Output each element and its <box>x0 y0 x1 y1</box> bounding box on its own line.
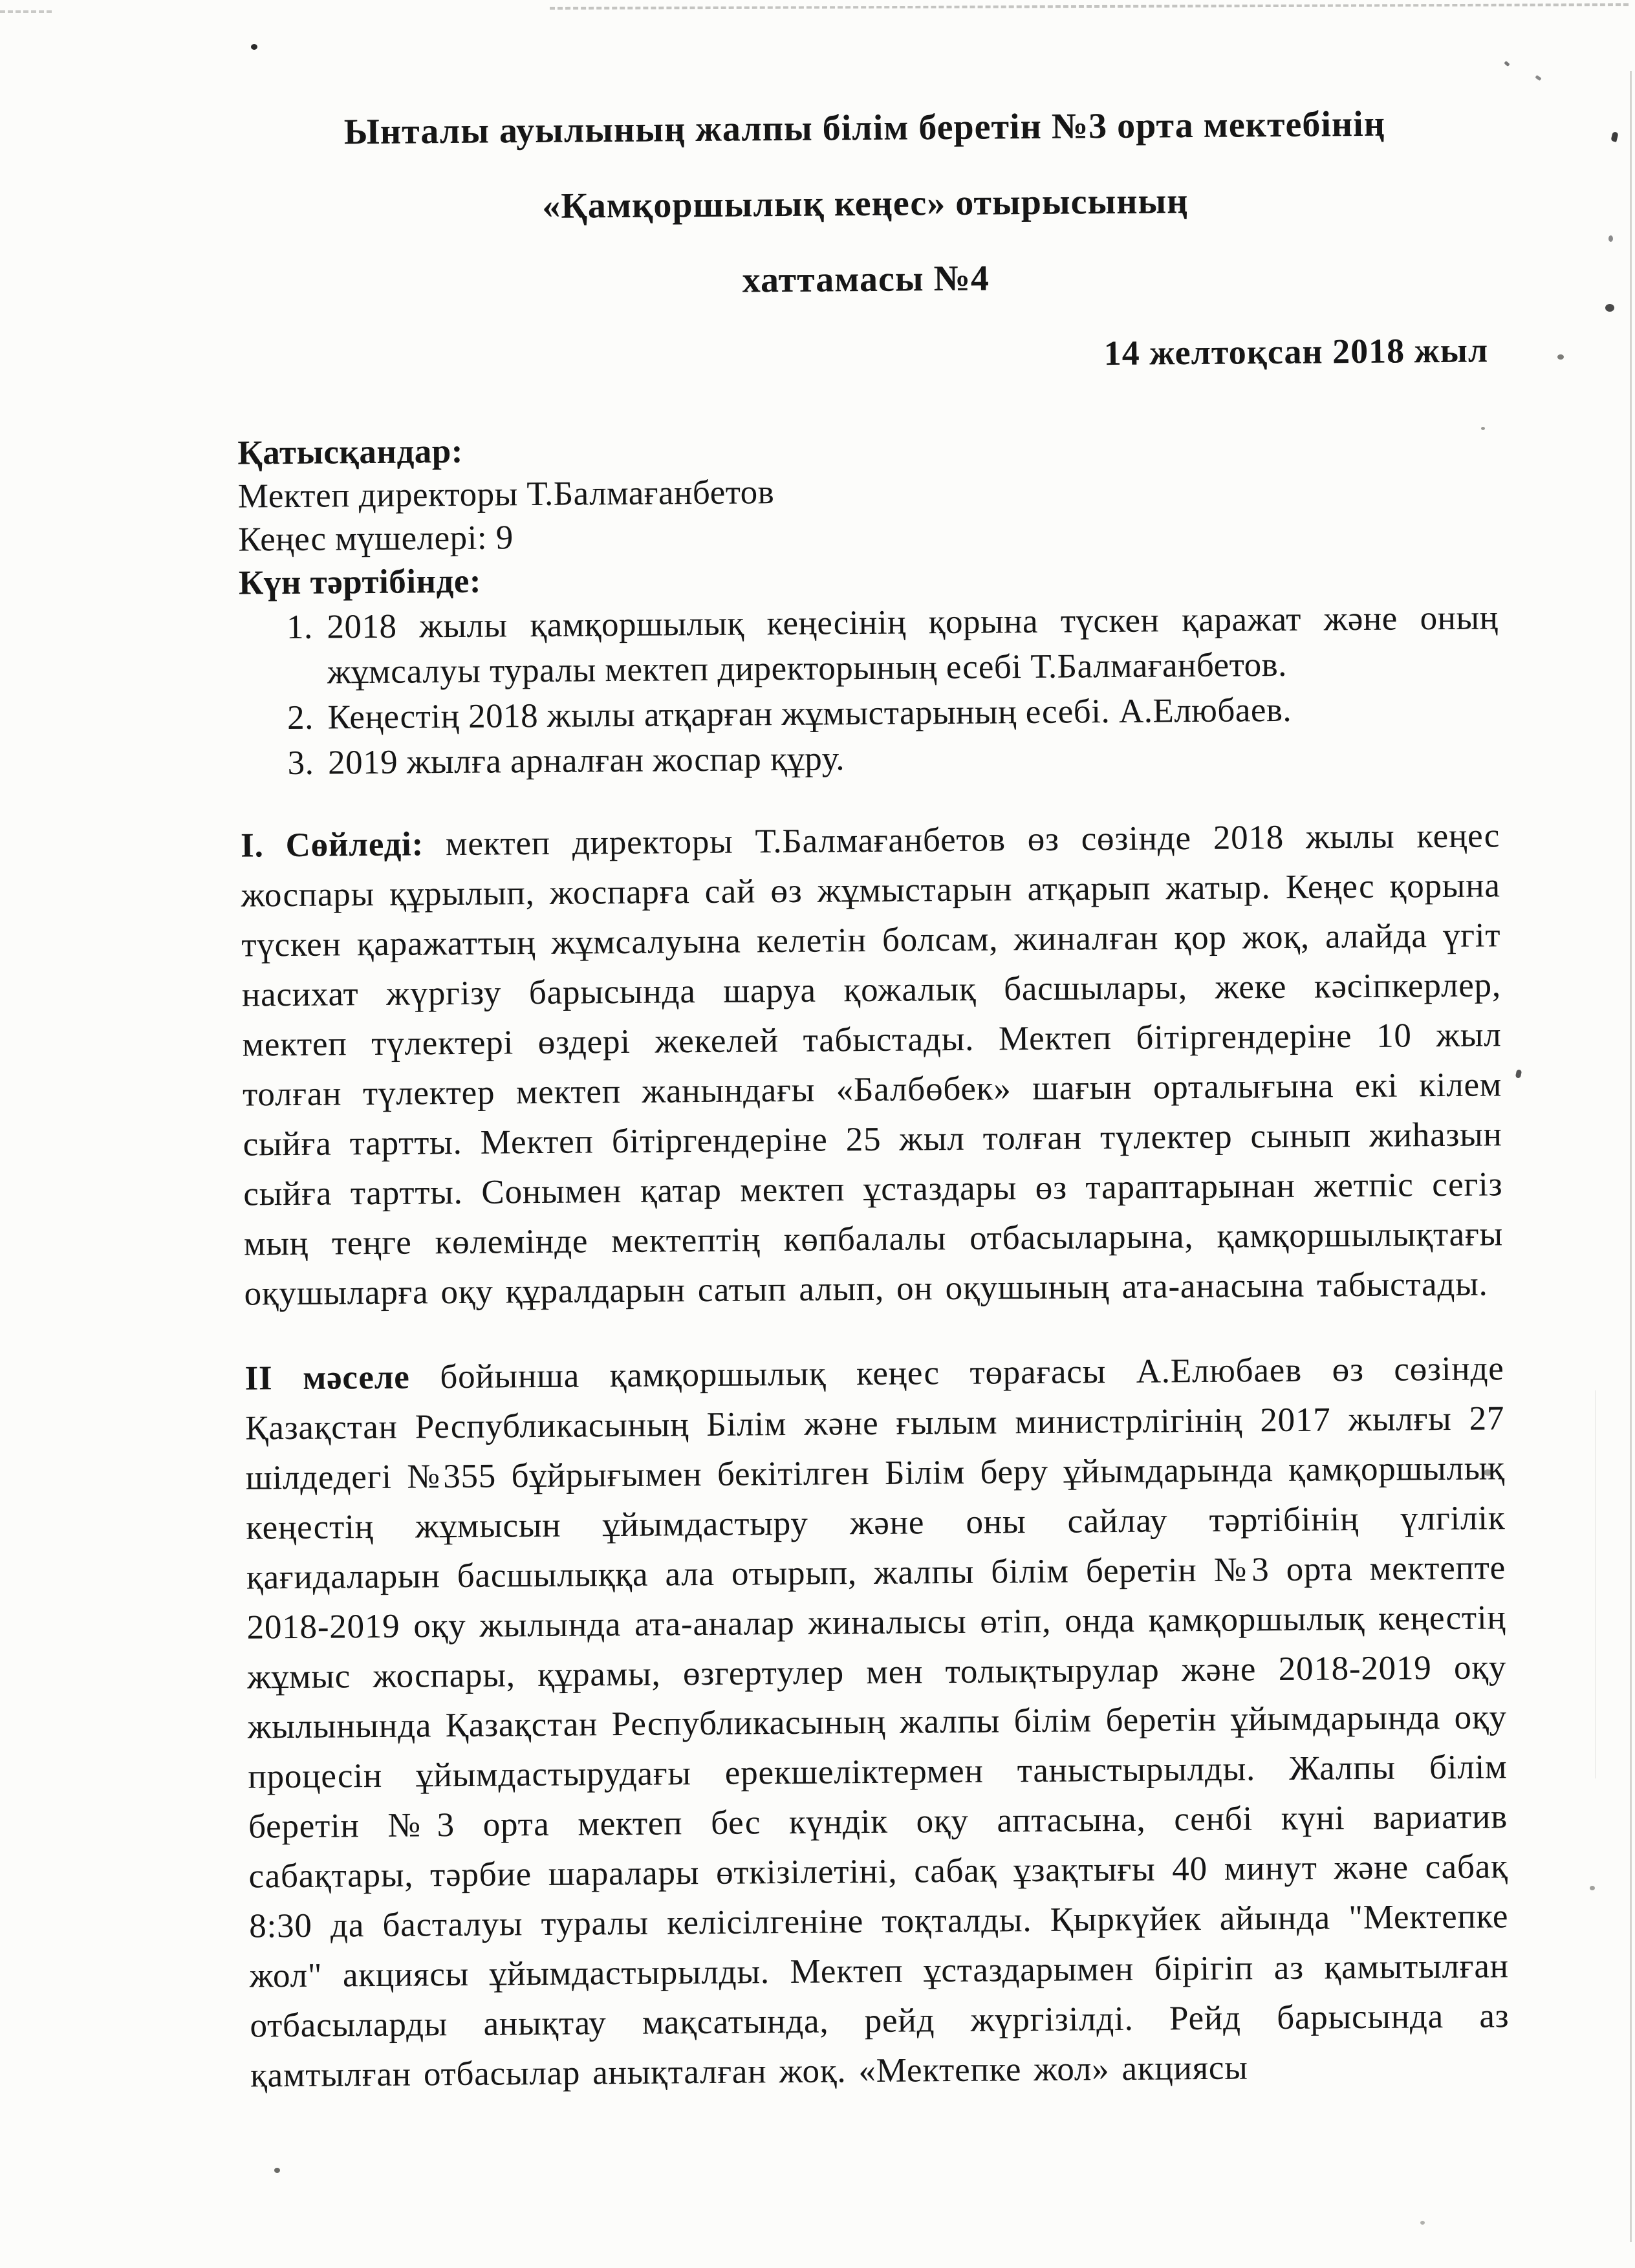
scan-speck <box>1608 235 1613 242</box>
scan-artifact-line <box>0 10 52 13</box>
scan-speck <box>1515 1069 1522 1078</box>
scan-artifact-line <box>550 3 1629 10</box>
scan-speck <box>1590 1886 1595 1890</box>
agenda-item-3 <box>323 731 1499 785</box>
scan-speck <box>1610 131 1618 142</box>
scan-speck <box>1557 354 1564 360</box>
section-2-paragraph <box>244 1344 1510 2101</box>
scan-edge-line <box>1595 1390 1596 1778</box>
section-2-text: бойынша қамқоршылық кеңес төрағасы А.Елюбаев өз сөзінде Қазақстан Республикасының Білім және ғылым министрлігінің 2017 жылғы 27 шілдедегі №355 бұйрығымен бекітілген Білім беру ұйымдарында қамқоршылық кеңестің жұмысын ұйымдастыру және оны сайлау тәртібінің үлгілік қағидаларын басшылыққа ала отырып, жалпы білім беретін №3 орта мектепте 2018-2019 оқу жылында ата-аналар жиналысы өтіп, онда қамқоршылық кеңестің жұмыс жоспары, құрамы, өзгертулер мен толықтырулар және 2018-2019 оқу жылынында Қазақстан Республикасының жалпы білім беретін ұйымдарында оқу процесін ұйымдастырудағы ерекшеліктермен таныстырылды. Жалпы білім беретін №3 орта мектеп бес күндік оқу аптасына, сенбі күні вариатив сабақтары, тәрбие шаралары өткізілетіні, сабақ ұзақтығы 40 минут және сабақ 8:30 да басталуы туралы келісілгеніне тоқталды. Қыркүйек айында "Мектепке жол" акциясы ұйымдастырылды. Мектеп ұстаздарымен бірігіп аз қамытылған отбасыларды анықтау мақсатында, рейд жүргізілді. Рейд барысында аз қамтылған отбасылар анықталған жоқ. «Мектепке жол» акциясы <box>244 1350 1510 2095</box>
scan-speck <box>251 44 257 50</box>
agenda-item-1-text: 2018 жылы қамқоршылық кеңесінің қорына түскен қаражат және оның жұмсалуы туралы мектеп директорының есебі Т.Балмағанбетов. <box>327 599 1499 691</box>
scan-speck <box>274 2168 280 2173</box>
document-date: 14 желтоқсан 2018 жыл <box>1103 330 1489 373</box>
scan-speck <box>1535 75 1541 81</box>
scan-edge-line <box>1630 71 1632 2242</box>
scan-speck <box>1420 2221 1425 2225</box>
document-content <box>235 85 1510 2101</box>
agenda-item-3-text: 2019 жылға арналған жоспар құру. <box>327 740 845 782</box>
document-title <box>235 85 1496 322</box>
participants-director-line: Мектеп директоры Т.Балмағанбетов <box>237 473 775 515</box>
section-1-text: мектеп директоры Т.Балмағанбетов өз сөзінде 2018 жылы кеңес жоспары құрылып, жоспарға сай өз жұмыстарын атқарып жатыр. Кеңес қорына түскен қаражаттың жұмсалуына келетін болсам, жиналған қор жоқ, алайда үгіт насихат жүргізу барысында шаруа қожалық басшылары, жеке кәсіпкерлер, мектеп түлектері өздері жекелей табыстады. Мектеп бітіргендеріне 10 жыл толған түлектер мектеп жанындағы «Балбөбек» шағын орталығына екі кілем сыйға тартты. Мектеп бітіргендеріне 25 жыл толған түлектер сынып жиһазын сыйға тартты. Сонымен қатар мектеп ұстаздары өз тараптарынан жетпіс сегіз мың теңге көлемінде мектептің көпбалалы отбасыларына, қамқоршылықтағы оқушыларға оқу құралдарын сатып алып, он оқушының ата-анасына табыстады. <box>241 817 1504 1313</box>
agenda-item-2-text: Кеңестің 2018 жылы атқарған жұмыстарының есебі. А.Елюбаев. <box>327 691 1292 737</box>
participants-section <box>237 422 1498 605</box>
title-line-1: Ынталы ауылының жалпы білім беретін №3 орта мектебінің <box>343 103 1386 153</box>
section-1-paragraph <box>241 811 1504 1319</box>
scan-speck <box>1504 61 1510 67</box>
agenda-item-1 <box>321 595 1499 695</box>
participants-heading: Қатысқандар: <box>237 432 464 472</box>
agenda-list <box>239 595 1499 786</box>
section-2-lead: II мәселе <box>244 1358 410 1398</box>
title-line-2: «Қамқоршылық кеңес» отырысының <box>542 181 1189 226</box>
title-line-3: хаттамасы №4 <box>742 258 990 301</box>
agenda-heading: Күн тәртібінде: <box>238 562 482 602</box>
scan-speck <box>1605 304 1614 312</box>
section-1-lead: I. Сөйледі: <box>240 825 424 865</box>
participants-members-line: Кеңес мүшелері: 9 <box>238 519 514 559</box>
